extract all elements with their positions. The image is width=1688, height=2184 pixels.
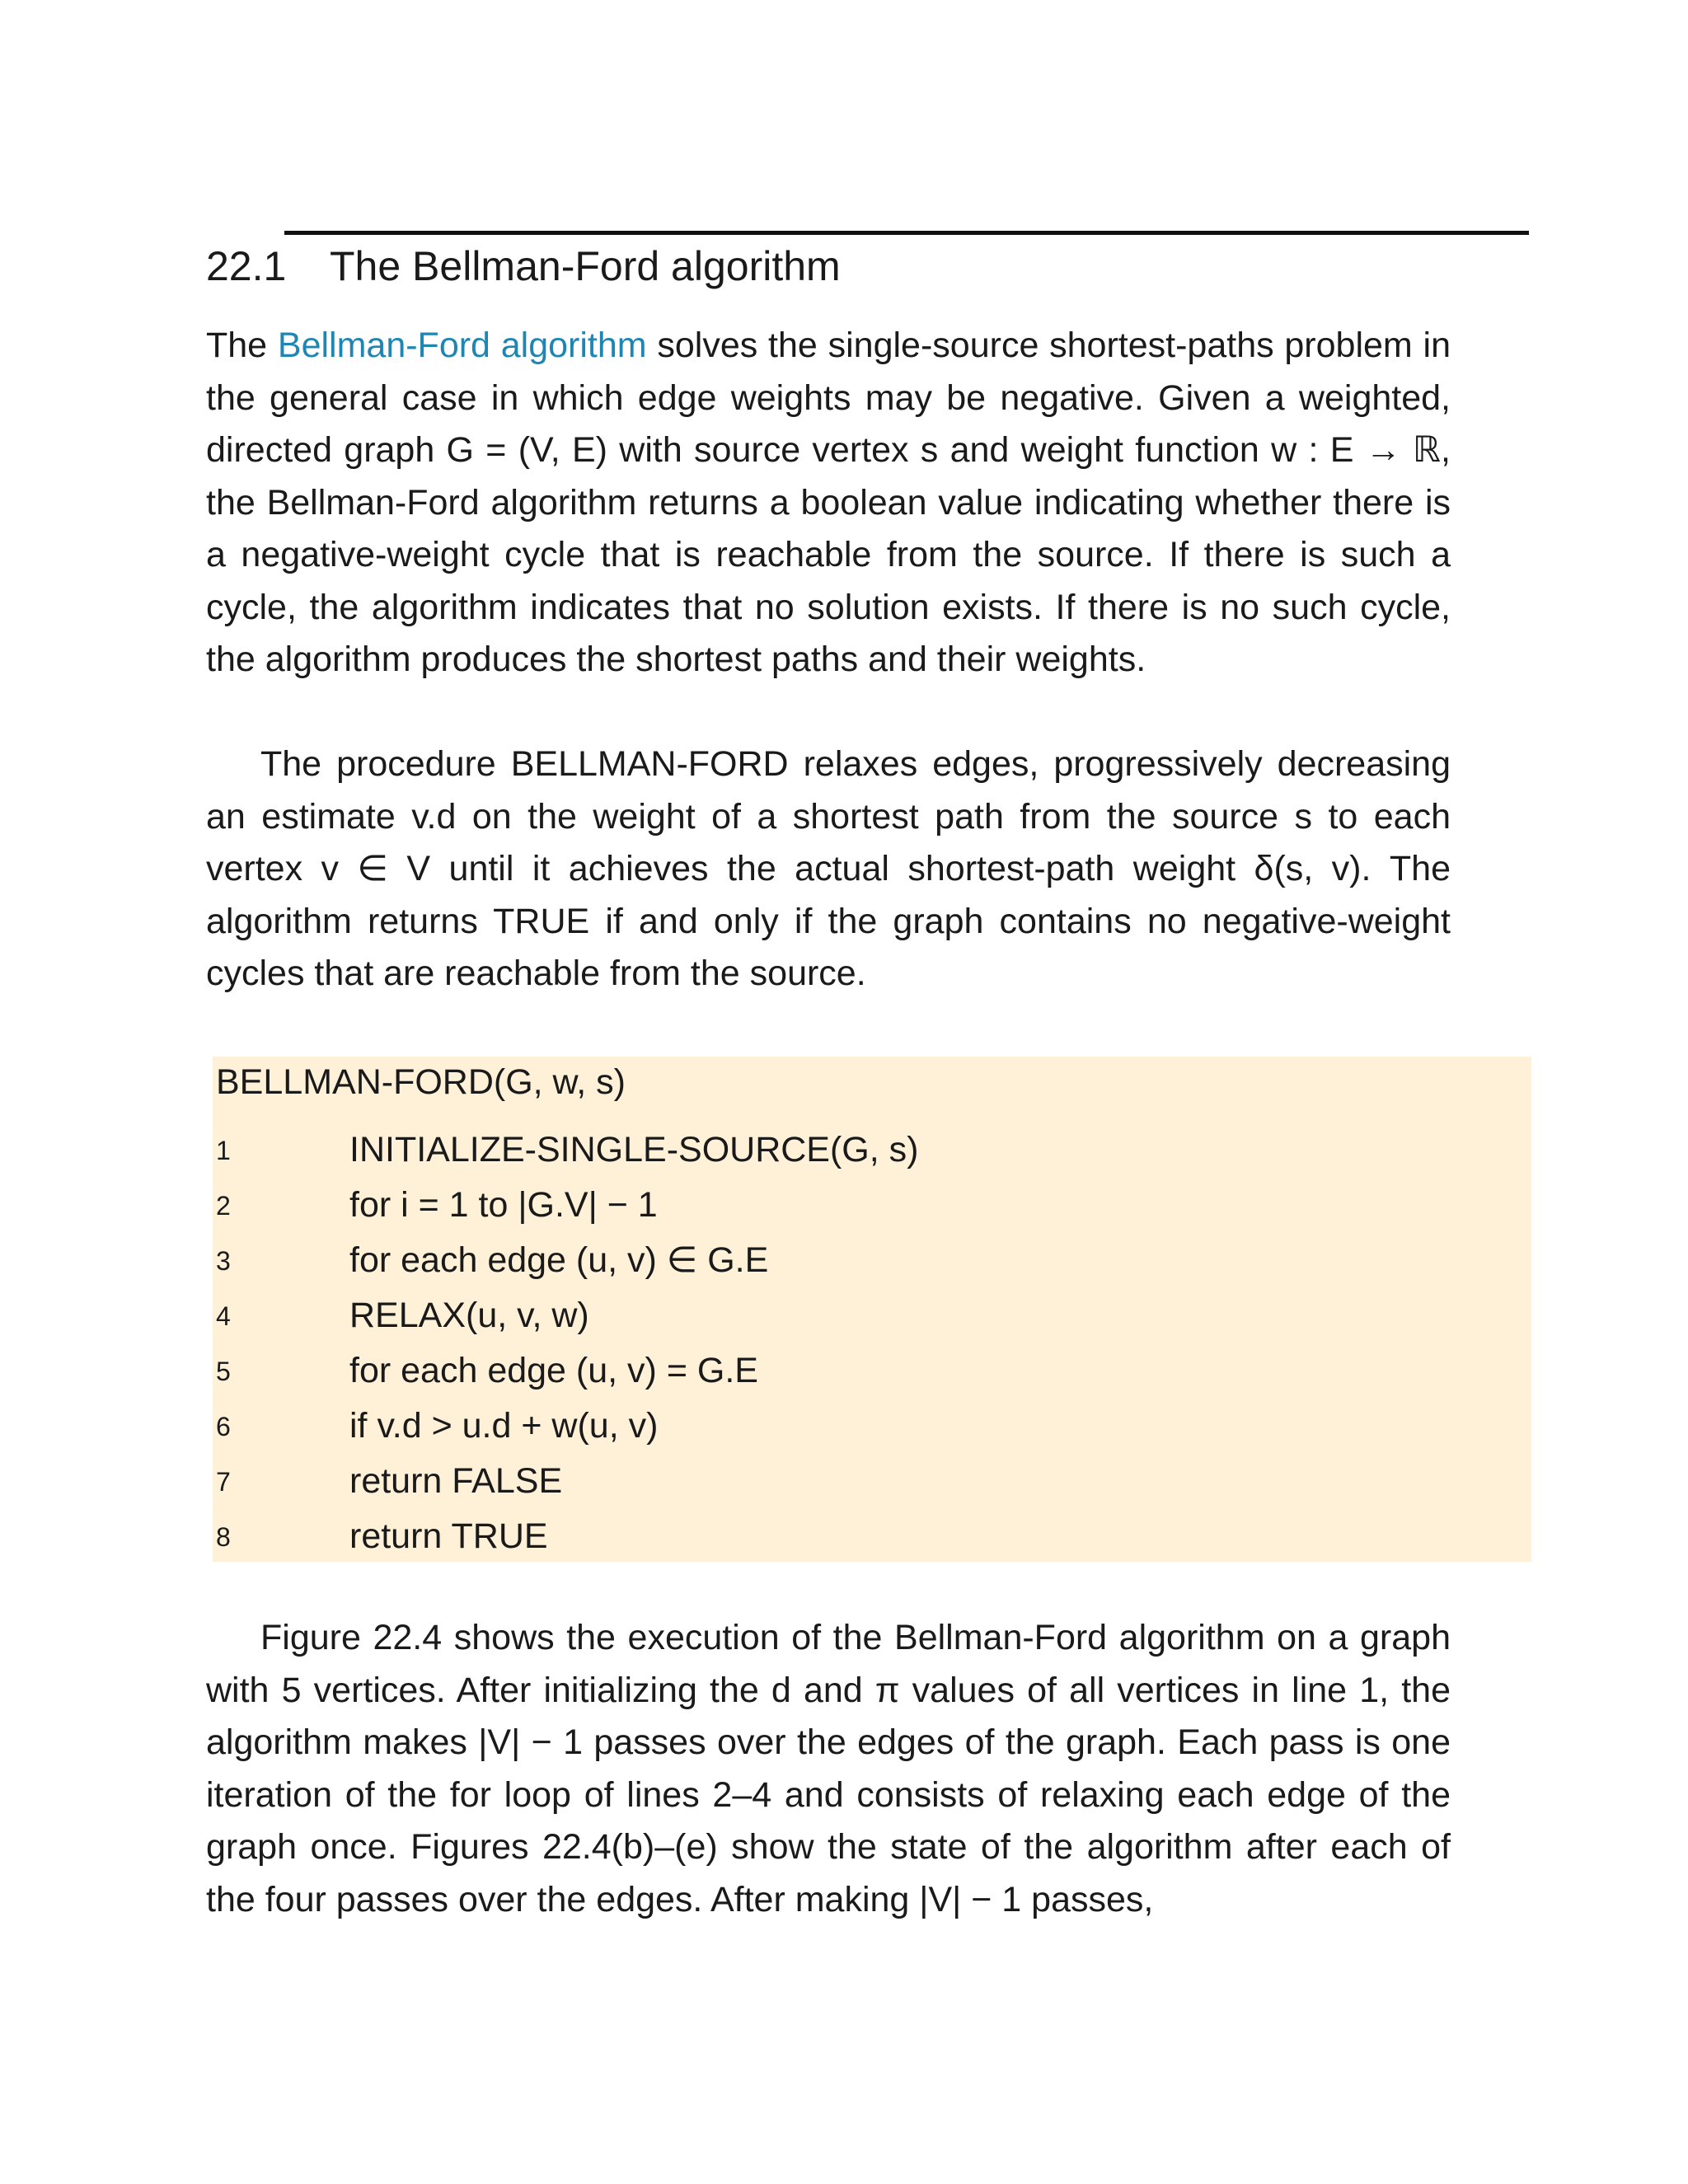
- line-code: INITIALIZE-SINGLE-SOURCE(G, s): [349, 1130, 919, 1169]
- line-number: 2: [216, 1191, 231, 1221]
- algorithm-line: [216, 1343, 1452, 1399]
- line-number: 7: [216, 1467, 231, 1497]
- bellman-ford-term-link[interactable]: Bellman-Ford algorithm: [277, 326, 647, 365]
- line-code: for each edge (u, v) = G.E: [349, 1351, 758, 1390]
- line-code: return FALSE: [349, 1461, 563, 1501]
- intro-paragraph: [206, 320, 1451, 687]
- line-number: 3: [216, 1246, 231, 1276]
- intro-text: solves the single-source shortest-paths problem in the general case in which edge weights may be negative. Given a weighted, directed graph G = (V, E) with source vertex s and weight function w : E → ℝ, the Bellman-Ford algorithm returns a boolean value indicating whether there is a negative-weight cycle that is reachable from the source. If there is such a cycle, the algorithm indicates that no solution exists. If there is no such cycle, the algorithm produces the shortest paths and their weights.: [206, 326, 1451, 679]
- algorithm-line: [216, 1122, 1452, 1178]
- line-number: 4: [216, 1301, 231, 1331]
- line-number: 1: [216, 1136, 231, 1165]
- section-number: 22.1: [206, 243, 287, 289]
- line-code: for i = 1 to |G.V| − 1: [349, 1185, 658, 1225]
- intro-lead: The: [206, 326, 278, 365]
- figure-paragraph: Figure 22.4 shows the execution of the Bellman-Ford algorithm on a graph with 5 vertices. After initializing the d and π values of all vertices in line 1, the algorithm makes |V| − 1 passes over the edges of the graph. Each pass is one iteration of the for loop of lines 2–4 and consists of relaxing each edge of the graph once. Figures 22.4(b)–(e) show the state of the algorithm after each of the four passes over the edges. After making |V| − 1 passes,: [206, 1618, 1451, 1919]
- algorithm-line: [216, 1178, 1452, 1233]
- line-number: 6: [216, 1412, 231, 1441]
- section-top-rule: [284, 231, 1529, 235]
- section-title: The Bellman-Ford algorithm: [330, 243, 841, 289]
- algorithm-line: [216, 1454, 1452, 1509]
- line-code: for each edge (u, v) ∈ G.E: [349, 1240, 769, 1280]
- algorithm-line: [216, 1288, 1452, 1343]
- line-code: RELAX(u, v, w): [349, 1296, 589, 1335]
- algorithm-line: [216, 1233, 1452, 1288]
- section-heading: [206, 239, 841, 293]
- procedure-paragraph: The procedure BELLMAN-FORD relaxes edges, progressively decreasing an estimate v.d on the weight of a shortest path from the source s to each vertex v ∈ V until it achieves the actual shortest-path weight δ(s, v). The algorithm returns TRUE if and only if the graph contains no negative-weight cycles that are reachable from the source.: [206, 744, 1451, 993]
- algorithm-line: [216, 1399, 1452, 1454]
- line-code: if v.d > u.d + w(u, v): [349, 1406, 659, 1446]
- algorithm-title: BELLMAN-FORD(G, w, s): [216, 1062, 626, 1102]
- line-number: 5: [216, 1357, 231, 1386]
- line-code: return TRUE: [349, 1516, 548, 1556]
- algorithm-line: [216, 1509, 1452, 1564]
- line-number: 8: [216, 1522, 231, 1552]
